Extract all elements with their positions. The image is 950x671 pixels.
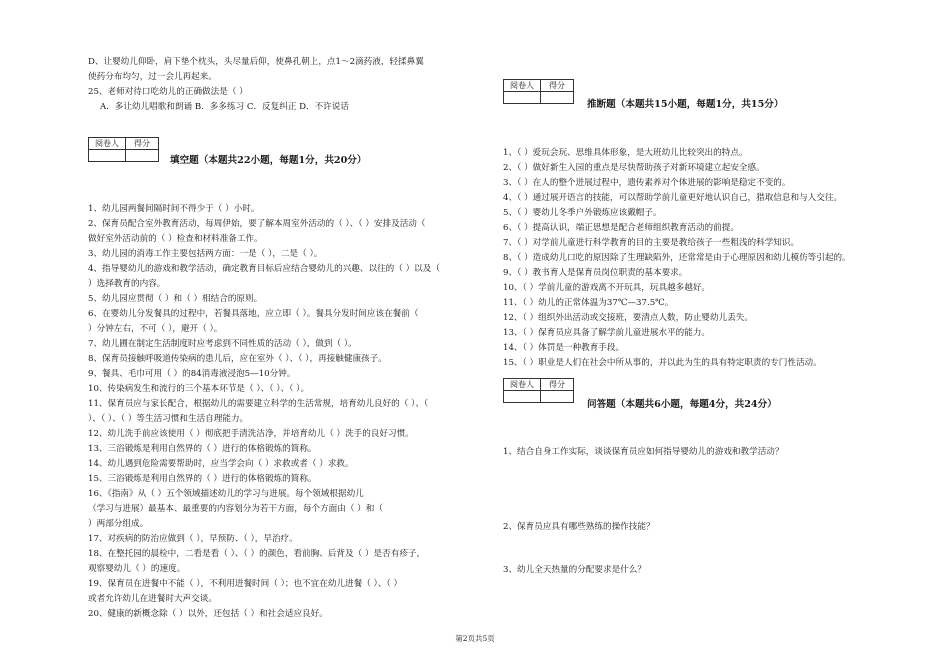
question-line: ）分钟左右，不可（ ），避开（ ）。 [88, 324, 223, 334]
question-line: 13、三浴锻炼是利用自然界的（ ）进行的体格锻炼的简称。 [88, 444, 317, 454]
question-line: 做好室外活动前的（ ）检查和材料准备工作。 [88, 234, 263, 244]
question-line: 15、三浴锻炼是利用自然界的（ ）进行的体格锻炼的简称。 [88, 474, 317, 484]
section-title-judge: 推断题（本题共15小题，每题1分，共15分） [587, 99, 784, 110]
question-line: 3、幼儿全天热量的分配要求是什么？ [503, 565, 646, 575]
text-line: 使药分布均匀，过一会儿再起来。 [88, 72, 217, 82]
reviewer-label: 阅卷人 [89, 138, 126, 150]
score-label: 得分 [126, 138, 159, 150]
question-line: 5、（ ）婴幼儿冬季户外锻炼应该戴帽子。 [503, 208, 662, 218]
question-line: 11、（ ）幼儿的正常体温为37℃—37.5℃。 [503, 298, 674, 308]
question-line: ）、（ ）、（ ）等生活习惯和生活自理能力。 [88, 414, 249, 424]
question-line: 14、幼儿遇到危险需要帮助时，应当学会向（ ）求救或者（ ）求救。 [88, 459, 354, 469]
question-line: 2、保育员配合室外教育活动，每周伊始，要了解本周室外活动的（ ）、（ ）安排及活动（ [88, 219, 426, 229]
question-line: 1、幼儿园两餐间隔时间不得少于（ ）小时。 [88, 204, 260, 214]
score-label: 得分 [541, 80, 574, 92]
question-line: 20、健康的新概念除（ ）以外，还包括（ ）和社会适应良好。 [88, 609, 328, 619]
score-label: 得分 [541, 379, 574, 391]
text-line: D、让婴幼儿仰卧，肩下垫个枕头，头尽量后仰，使鼻孔朝上，点1～2滴药液，轻揉鼻翼 [88, 57, 424, 67]
score-cell [541, 391, 574, 403]
question-line: 8、（ ）造成幼儿口吃的原因除了生理缺陷外，还常常是由于心理原因和幼儿模仿等引起的。 [503, 253, 851, 263]
question-line: 1、（ ）爱玩会玩、思维具体形象，是大班幼儿比较突出的特点。 [503, 148, 748, 158]
score-cell [541, 92, 574, 104]
reviewer-cell [504, 391, 541, 403]
question-line: 12、（ ）组织外出活动或交接班，要清点人数，防止婴幼儿丢失。 [503, 313, 753, 323]
question-line: 8、保育员接触呼吸道传染病的患儿后，应在室外（ ）、（ ），再接触健康孩子。 [88, 354, 387, 364]
question-line: 9、（ ）教书育人是保育员岗位职责的基本要求。 [503, 268, 688, 278]
section-title-qa: 问答题（本题共6小题，每题4分，共24分） [587, 399, 777, 410]
question-line: 3、幼儿园的消毒工作主要包括两方面：一是（ ），二是（ ）。 [88, 249, 323, 259]
question-line: 15、（ ）职业是人们在社会中所从事的，并以此为生的具有特定职责的专门性活动。 [503, 358, 822, 368]
question-line: 11、保育员应与家长配合，根据幼儿的需要建立科学的生活常规，培育幼儿良好的（ ）、（ [88, 399, 429, 409]
question-line: 1、结合自身工作实际，谈谈保育员应如何指导婴幼儿的游戏和教学活动？ [503, 447, 784, 457]
question-line: 5、幼儿园应贯彻（ ）和（ ）相结合的原则。 [88, 294, 263, 304]
question-line: 17、对疾病的防治应做到（ ），早预防、（ ），早治疗。 [88, 534, 298, 544]
question-line: 观察婴幼儿（ ）的速度。 [88, 564, 186, 574]
score-cell [126, 150, 159, 162]
question-line: 7、（ ）对学前儿童进行科学教育的目的主要是教给孩子一些粗浅的科学知识。 [503, 238, 800, 248]
score-box-judge [503, 79, 574, 104]
question-line: 13、（ ）保育员应具备了解学前儿童进展水平的能力。 [503, 328, 711, 338]
score-box-qa [503, 378, 574, 403]
question-line: 19、保育员在进餐中不能（ ），不利用进餐时间（ ）；也不宜在幼儿进餐（ ）、（ ） [88, 579, 403, 589]
score-box-fill [88, 137, 159, 162]
text-line: A．多让幼儿唱歌和朗诵 B．多多练习 C．反复纠正 D．不许说话 [100, 102, 350, 112]
reviewer-label: 阅卷人 [504, 379, 541, 391]
question-line: 2、（ ）做好新生入园的重点是尽快帮助孩子对新环境建立起安全感。 [503, 163, 765, 173]
question-line: 9、餐具、毛巾可用（ ）的84消毒液浸泡5—10分钟。 [88, 369, 296, 379]
question-line: （学习与进展）最基本、最重要的内容划分为若干方面，每个方面由（ ）和（ [88, 504, 383, 514]
question-line: 10、（ ）学前儿童的游戏离不开玩具，玩具越多越好。 [503, 283, 711, 293]
question-line: ）两部分组成。 [88, 519, 149, 529]
question-line: 6、在婴幼儿分发餐具的过程中，若餐具落地，应立即（ ）。餐具分发时间应该在餐前（ [88, 309, 419, 319]
question-line: 3、（ ）在人的整个进展过程中，遗传素养对个体进展的影响是稳定不变的。 [503, 178, 791, 188]
question-line: 或者允许幼儿在进餐时大声交谈。 [88, 594, 217, 604]
section-title-fill: 填空题（本题共22小题，每题1分，共20分） [170, 155, 367, 166]
reviewer-cell [89, 150, 126, 162]
question-line: 12、幼儿洗手前应该使用（ ）彻底把手清洗洁净，并培育幼儿（ ）洗手的良好习惯。 [88, 429, 414, 439]
question-line: 14、（ ）体罚是一种教育手段。 [503, 343, 625, 353]
question-line: 4、指导婴幼儿的游戏和教学活动，确定教育目标后应结合婴幼儿的兴趣、以往的（ ）以及（ [88, 264, 440, 274]
question-line: 18、在整托园的晨检中，二看是看（ ）、（ ）的颜色，看前胸、后背及（ ）是否有疹子， [88, 549, 426, 559]
text-line: 25、老师对待口吃幼儿的正确做法是（ ） [88, 87, 248, 97]
question-line: ）选择教育的内容。 [88, 279, 166, 289]
question-line: 4、（ ）通过展开语言的技能，可以帮助学前儿童更好地认识自己，猎取信息和与人交往。 [503, 193, 843, 203]
question-line: 16、《指南》从（ ）五个领域描述幼儿的学习与进展。每个领域根据幼儿 [88, 489, 364, 499]
question-line: 10、传染病发生和流行的三个基本环节是（ ）、（ ）、（ ）。 [88, 384, 310, 394]
question-line: 2、保育员应具有哪些熟练的操作技能？ [503, 522, 655, 532]
reviewer-cell [504, 92, 541, 104]
page-footer: 第2页共5页 [455, 634, 495, 643]
reviewer-label: 阅卷人 [504, 80, 541, 92]
question-line: 6、（ ）提高认识，端正思想是配合老师组织教育活动的前提。 [503, 223, 739, 233]
question-line: 7、幼儿圃在制定生活制度时应考虑到不同性质的活动（ ），做到（ ）。 [88, 339, 357, 349]
